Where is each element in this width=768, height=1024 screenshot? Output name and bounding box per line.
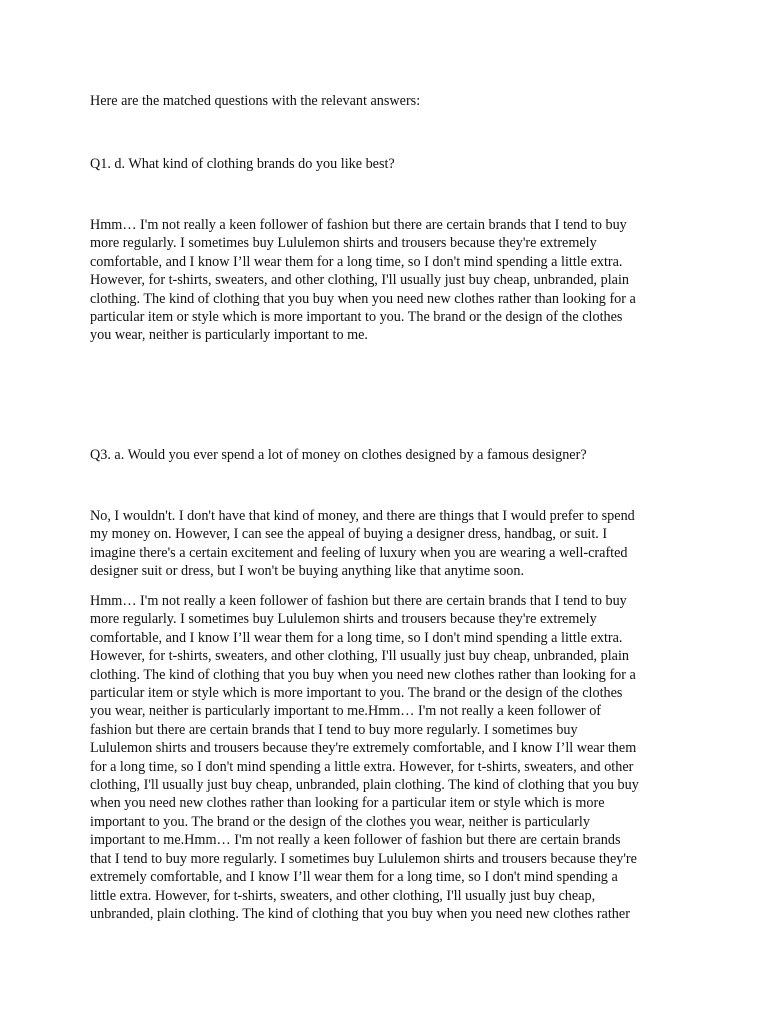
paragraph-line: important to me.Hmm… I'm not really a keen follower of fashion but there are certain brands xyxy=(90,832,621,849)
paragraph-line: No, I wouldn't. I don't have that kind of money, and there are things that I would prefer to spend xyxy=(90,508,635,524)
paragraph-line: However, for t-shirts, sweaters, and other clothing, I'll usually just buy cheap, unbranded, plain xyxy=(90,648,630,665)
question-q3: Q3. a. Would you ever spend a lot of money on clothes designed by a famous designer? xyxy=(90,447,587,463)
paragraph-line: when you need new clothes rather than looking for a particular item or style which is more xyxy=(90,795,605,812)
paragraph-line: extremely comfortable, and I know I’ll wear them for a long time, so I don't mind spending a xyxy=(90,869,618,886)
paragraph-line: that I tend to buy more regularly. I sometimes buy Lululemon shirts and trousers because they're xyxy=(90,850,637,867)
paragraph-line: little extra. However, for t-shirts, sweaters, and other clothing, I'll usually just buy cheap, xyxy=(90,887,596,904)
paragraph-line: unbranded, plain clothing. The kind of clothing that you buy when you need new clothes rather xyxy=(90,905,630,922)
paragraph-line: important to you. The brand or the design of the clothes you wear, neither is particularly xyxy=(90,813,590,830)
paragraph-line: particular item or style which is more important to you. The brand or the design of the clothes xyxy=(90,309,623,326)
paragraph-line: designer suit or dress, but I won't be buying anything like that anytime soon. xyxy=(90,563,525,580)
answer-q3-continued xyxy=(90,592,639,923)
paragraph-line: more regularly. I sometimes buy Lululemon shirts and trousers because they're extremely xyxy=(90,235,597,252)
paragraph-line: particular item or style which is more important to you. The brand or the design of the clothes xyxy=(90,685,623,702)
paragraph-line: Hmm… I'm not really a keen follower of fashion but there are certain brands that I tend to buy xyxy=(90,217,627,233)
paragraph-line: comfortable, and I know I’ll wear them for a long time, so I don't mind spending a little extra. xyxy=(90,629,623,646)
paragraph-line: for a long time, so I don't mind spending a little extra. However, for t-shirts, sweaters, and other xyxy=(90,758,634,775)
answer-q3 xyxy=(90,507,635,581)
answer-q1 xyxy=(90,216,636,345)
paragraph-line: fashion but there are certain brands that I tend to buy more regularly. I sometimes buy xyxy=(90,721,578,738)
paragraph-line: my money on. However, I can see the appeal of buying a designer dress, handbag, or suit. I xyxy=(90,526,608,543)
paragraph-line: clothing, I'll usually just buy cheap, unbranded, plain clothing. The kind of clothing that you buy xyxy=(90,777,639,794)
paragraph-line: comfortable, and I know I’ll wear them for a long time, so I don't mind spending a little extra. xyxy=(90,253,623,270)
paragraph-line: you wear, neither is particularly important to me. xyxy=(90,327,368,344)
paragraph-line: clothing. The kind of clothing that you buy when you need new clothes rather than looking for a xyxy=(90,666,636,683)
intro-text: Here are the matched questions with the relevant answers: xyxy=(90,93,421,109)
paragraph-line: more regularly. I sometimes buy Lululemon shirts and trousers because they're extremely xyxy=(90,611,597,628)
paragraph-line: Lululemon shirts and trousers because they're extremely comfortable, and I know I’ll wear them xyxy=(90,740,637,757)
paragraph-line: clothing. The kind of clothing that you buy when you need new clothes rather than looking for a xyxy=(90,290,636,307)
paragraph-line: However, for t-shirts, sweaters, and other clothing, I'll usually just buy cheap, unbranded, plain xyxy=(90,272,630,289)
paragraph-line: imagine there's a certain excitement and feeling of luxury when you are wearing a well-crafted xyxy=(90,544,628,561)
question-q1: Q1. d. What kind of clothing brands do you like best? xyxy=(90,156,395,172)
paragraph-line: Hmm… I'm not really a keen follower of fashion but there are certain brands that I tend to buy xyxy=(90,593,627,609)
paragraph-line: you wear, neither is particularly important to me.Hmm… I'm not really a keen follower of xyxy=(90,703,602,720)
